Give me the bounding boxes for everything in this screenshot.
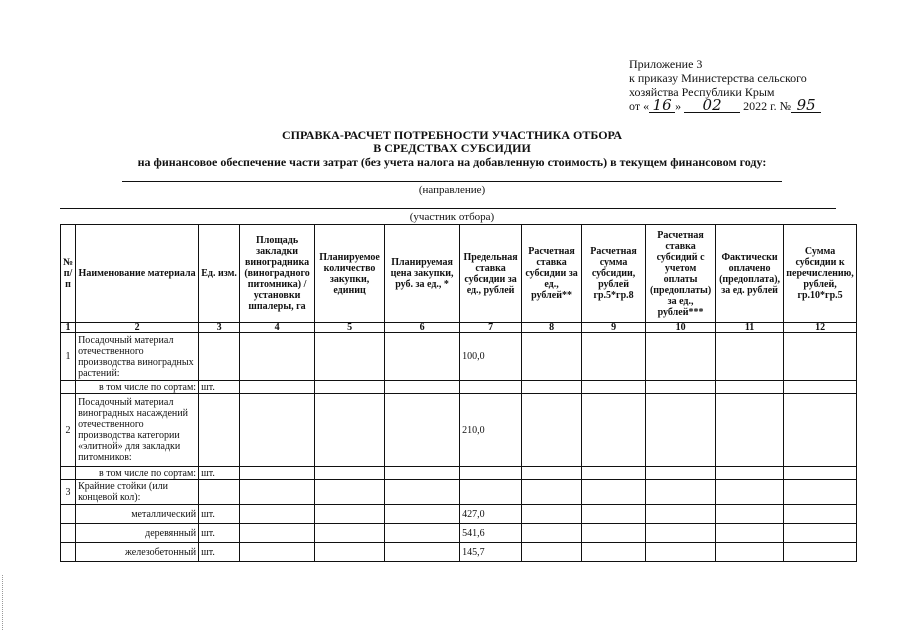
row-number <box>61 524 76 543</box>
transfer-sum-cell <box>784 524 857 543</box>
paid-cell <box>716 333 784 381</box>
column-number: 9 <box>582 323 646 333</box>
calc-sum-cell <box>582 543 646 562</box>
paid-cell <box>716 381 784 394</box>
calc-sum-cell <box>582 467 646 480</box>
max-rate-cell: 427,0 <box>460 505 522 524</box>
quantity-cell <box>315 467 385 480</box>
date-mid: » <box>675 99 682 113</box>
material-name: в том числе по сортам: <box>76 467 199 480</box>
calc-sum-cell <box>582 394 646 467</box>
transfer-sum-cell <box>784 381 857 394</box>
col-header: Площадь закладки виноградника (виноградного питомника) / установки шпалеры, га <box>240 225 315 323</box>
table-row <box>61 480 857 505</box>
subsidy-table <box>60 224 857 562</box>
col-header: Расчетная ставка субсидий с учетом оплаты (предоплаты) за ед., рублей*** <box>646 225 716 323</box>
max-rate-cell <box>460 480 522 505</box>
material-name: в том числе по сортам: <box>76 381 199 394</box>
direction-rule <box>122 181 782 182</box>
table-row <box>61 505 857 524</box>
transfer-sum-cell <box>784 394 857 467</box>
calc-rate-cell <box>522 381 582 394</box>
appendix-line-1: Приложение 3 <box>629 57 703 71</box>
quantity-cell <box>315 394 385 467</box>
transfer-sum-cell <box>784 467 857 480</box>
col-header: Фактически оплачено (предоплата), за ед. рублей <box>716 225 784 323</box>
transfer-sum-cell <box>784 480 857 505</box>
table-row <box>61 381 857 394</box>
paid-cell <box>716 394 784 467</box>
col-header: Ед. изм. <box>199 225 240 323</box>
appendix-date-line <box>629 96 889 114</box>
appendix-block <box>629 57 889 113</box>
column-number: 11 <box>716 323 784 333</box>
participant-rule <box>60 208 836 209</box>
area-cell <box>240 394 315 467</box>
col-header: Планируемое количество закупки, единиц <box>315 225 385 323</box>
col-header: Планируемая цена закупки, руб. за ед., * <box>385 225 460 323</box>
calc-rate-cell <box>522 543 582 562</box>
material-name: железобетонный <box>76 543 199 562</box>
area-cell <box>240 467 315 480</box>
column-number: 4 <box>240 323 315 333</box>
material-name: Крайние стойки (или концевой кол): <box>76 480 199 505</box>
scan-margin-marks <box>2 575 7 630</box>
col-header: Сумма субсидии к перечислению, рублей, гр.10*гр.5 <box>784 225 857 323</box>
material-name: Посадочный материал отечественного производства виноградных растений: <box>76 333 199 381</box>
row-number <box>61 543 76 562</box>
prepay-rate-cell <box>646 394 716 467</box>
price-cell <box>385 543 460 562</box>
unit-cell <box>199 394 240 467</box>
price-cell <box>385 333 460 381</box>
table-row <box>61 524 857 543</box>
date-month: 02 <box>684 99 740 113</box>
table-row <box>61 333 857 381</box>
max-rate-cell: 541,6 <box>460 524 522 543</box>
unit-cell: шт. <box>199 467 240 480</box>
paid-cell <box>716 505 784 524</box>
appendix-line-3: хозяйства Республики Крым <box>629 85 775 99</box>
paid-cell <box>716 543 784 562</box>
column-number: 8 <box>522 323 582 333</box>
unit-cell: шт. <box>199 505 240 524</box>
paid-cell <box>716 467 784 480</box>
quantity-cell <box>315 524 385 543</box>
prepay-rate-cell <box>646 524 716 543</box>
column-number: 1 <box>61 323 76 333</box>
calc-rate-cell <box>522 524 582 543</box>
calc-sum-cell <box>582 381 646 394</box>
date-prefix: от « <box>629 99 650 113</box>
max-rate-cell <box>460 467 522 480</box>
column-number: 5 <box>315 323 385 333</box>
calc-rate-cell <box>522 480 582 505</box>
price-cell <box>385 381 460 394</box>
price-cell <box>385 467 460 480</box>
col-header: Наименование материала <box>76 225 199 323</box>
doc-title-line-1: СПРАВКА-РАСЧЕТ ПОТРЕБНОСТИ УЧАСТНИКА ОТБОРА <box>281 128 622 142</box>
table-row <box>61 543 857 562</box>
price-cell <box>385 505 460 524</box>
column-number: 10 <box>646 323 716 333</box>
appendix-line-2: к приказу Министерства сельского <box>629 71 807 85</box>
transfer-sum-cell <box>784 505 857 524</box>
row-number <box>61 381 76 394</box>
quantity-cell <box>315 505 385 524</box>
calc-sum-cell <box>582 505 646 524</box>
table-row <box>61 467 857 480</box>
max-rate-cell: 145,7 <box>460 543 522 562</box>
row-number: 1 <box>61 333 76 381</box>
col-header: № п/п <box>61 225 76 323</box>
doc-title-line-2: В СРЕДСТВАХ СУБСИДИИ <box>373 141 531 155</box>
row-number <box>61 505 76 524</box>
direction-caption: (направление) <box>418 184 486 196</box>
transfer-sum-cell <box>784 543 857 562</box>
date-year: 2022 г. № <box>743 99 792 113</box>
participant-caption: (участник отбора) <box>409 211 495 223</box>
table-row <box>61 394 857 467</box>
col-header: Расчетная сумма субсидии, рублей гр.5*гр.8 <box>582 225 646 323</box>
calc-sum-cell <box>582 524 646 543</box>
date-day: 16 <box>649 99 675 113</box>
col-header: Расчетная ставка субсидии за ед., рублей** <box>522 225 582 323</box>
area-cell <box>240 480 315 505</box>
doc-title-line-3: на финансовое обеспечение части затрат (без учета налога на добавленную стоимость) в текущем финансовом году: <box>137 155 767 169</box>
material-name: Посадочный материал виноградных насаждений отечественного производства категории «элитной» для закладки питомников: <box>76 394 199 467</box>
area-cell <box>240 524 315 543</box>
col-header: Предельная ставка субсидии за ед., рублей <box>460 225 522 323</box>
material-name: металлический <box>76 505 199 524</box>
table-header-row <box>61 225 857 323</box>
price-cell <box>385 524 460 543</box>
quantity-cell <box>315 381 385 394</box>
quantity-cell <box>315 480 385 505</box>
price-cell <box>385 394 460 467</box>
row-number: 3 <box>61 480 76 505</box>
paid-cell <box>716 480 784 505</box>
unit-cell: шт. <box>199 381 240 394</box>
calc-rate-cell <box>522 394 582 467</box>
calc-sum-cell <box>582 480 646 505</box>
prepay-rate-cell <box>646 480 716 505</box>
price-cell <box>385 480 460 505</box>
prepay-rate-cell <box>646 505 716 524</box>
unit-cell: шт. <box>199 543 240 562</box>
quantity-cell <box>315 543 385 562</box>
quantity-cell <box>315 333 385 381</box>
area-cell <box>240 543 315 562</box>
column-number: 3 <box>199 323 240 333</box>
transfer-sum-cell <box>784 333 857 381</box>
column-number: 7 <box>460 323 522 333</box>
unit-cell <box>199 480 240 505</box>
row-number: 2 <box>61 394 76 467</box>
area-cell <box>240 333 315 381</box>
material-name: деревянный <box>76 524 199 543</box>
row-number <box>61 467 76 480</box>
calc-rate-cell <box>522 505 582 524</box>
calc-sum-cell <box>582 333 646 381</box>
max-rate-cell: 100,0 <box>460 333 522 381</box>
prepay-rate-cell <box>646 543 716 562</box>
column-number-row <box>61 323 857 333</box>
column-number: 6 <box>385 323 460 333</box>
calc-rate-cell <box>522 333 582 381</box>
area-cell <box>240 381 315 394</box>
unit-cell <box>199 333 240 381</box>
max-rate-cell <box>460 381 522 394</box>
calc-rate-cell <box>522 467 582 480</box>
max-rate-cell: 210,0 <box>460 394 522 467</box>
prepay-rate-cell <box>646 467 716 480</box>
paid-cell <box>716 524 784 543</box>
prepay-rate-cell <box>646 381 716 394</box>
column-number: 2 <box>76 323 199 333</box>
area-cell <box>240 505 315 524</box>
prepay-rate-cell <box>646 333 716 381</box>
column-number: 12 <box>784 323 857 333</box>
unit-cell: шт. <box>199 524 240 543</box>
order-number: 95 <box>791 99 821 113</box>
